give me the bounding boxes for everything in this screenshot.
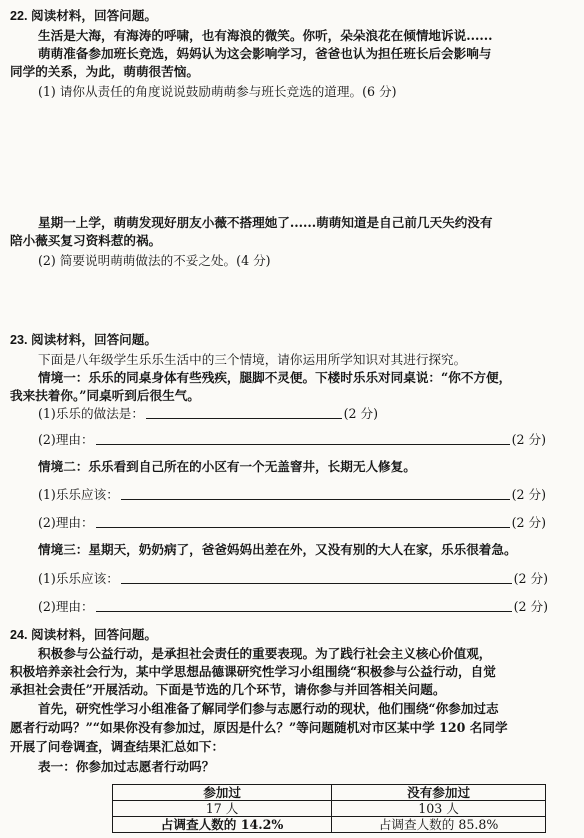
q24-paragraph-1a: 积极参与公益行动，是承担社会责任的重要表现。为了践行社会主义核心价值观， [38, 646, 492, 661]
table-cell: 103 人 [332, 801, 546, 817]
q23-s1-answer-2-row [38, 432, 546, 448]
q23-heading: 23. 阅读材料，回答问题。 [10, 333, 157, 347]
q24-paragraph-2b: 愿者行动吗？”“如果你没有参加过，原因是什么？”等问题随机对市区某中学 120 名同学 [10, 720, 508, 735]
q23-s3-q1-score: (2 分) [513, 571, 548, 586]
q22-paragraph-3b: 陪小薇买复习资料惹的祸。 [10, 233, 162, 248]
q24-paragraph-2c: 开展了问卷调查，调查结果汇总如下： [10, 739, 225, 754]
table-header-cell: 参加过 [113, 785, 332, 801]
q23-s3-answer-1-row [38, 571, 548, 587]
q23-scenario-2-title: 情境二： [38, 459, 89, 474]
table-header-cell: 没有参加过 [332, 785, 546, 801]
q23-s2-q1-blank[interactable] [121, 499, 510, 500]
q23-s3-q2-label: (2)理由： [38, 599, 94, 614]
table-cell: 17 人 [113, 801, 332, 817]
q23-s2-q2-score: (2 分) [511, 515, 546, 530]
q23-s3-answer-2-row [38, 599, 548, 615]
q23-s2-q1-score: (2 分) [511, 487, 546, 502]
q23-scenario-3-text: 星期天，奶奶病了，爸爸妈妈出差在外，又没有别的大人在家，乐乐很着急。 [88, 542, 517, 557]
q23-s2-q1-label: (1)乐乐应该： [38, 487, 119, 502]
q23-s3-q1-label: (1)乐乐应该： [38, 571, 119, 586]
table-row [113, 801, 546, 817]
q23-intro: 下面是八年级学生乐乐生活中的三个情境，请你运用所学知识对其进行探究。 [38, 352, 467, 367]
q24-paragraph-1c: 承担社会责任”开展活动。下面是节选的几个环节，请你参与并回答相关问题。 [10, 682, 446, 697]
q23-s1-q2-label: (2)理由： [38, 432, 94, 447]
table-row [113, 817, 546, 833]
q23-scenario-2-line [38, 459, 416, 475]
table-cell: 占调查人数的 85.8% [332, 817, 546, 833]
q23-s2-answer-1-row [38, 487, 546, 503]
q24-table-title: 表一：你参加过志愿者行动吗？ [38, 759, 215, 774]
q23-scenario-1-title: 情境一： [38, 370, 89, 385]
q24-paragraph-1b: 积极培养亲社会行为，某中学思想品德课研究性学习小组围绕“积极参与公益行动，自觉 [10, 664, 496, 679]
q23-s1-q2-blank[interactable] [96, 444, 510, 445]
q23-s1-q1-blank[interactable] [146, 418, 342, 419]
q23-scenario-3-line [38, 542, 517, 558]
q22-paragraph-3a: 星期一上学，萌萌发现好朋友小薇不搭理她了......萌萌知道是自己前几天失约没有 [38, 215, 493, 230]
q23-scenario-1-line-a [38, 370, 511, 386]
q22-paragraph-1: 生活是大海，有海涛的呼啸，也有海浪的微笑。你听，朵朵浪花在倾情地诉说...... [38, 28, 493, 43]
q22-subquestion-1: (1) 请你从责任的角度说说鼓励萌萌参与班长竞选的道理。(6 分) [38, 84, 397, 99]
q23-scenario-2-text: 乐乐看到自己所在的小区有一个无盖窨井，长期无人修复。 [88, 459, 416, 474]
q23-s3-q1-blank[interactable] [121, 583, 512, 584]
table-cell: 占调查人数的 14.2% [113, 817, 332, 833]
q23-scenario-1-text-b: 我来扶着你。”同桌听到后很生气。 [10, 388, 200, 403]
q23-s1-q1-score: (2 分) [343, 406, 378, 421]
q23-s2-q2-blank[interactable] [96, 527, 510, 528]
q24-heading: 24. 阅读材料，回答问题。 [10, 628, 157, 642]
q23-s1-q2-score: (2 分) [511, 432, 546, 447]
q22-paragraph-2a: 萌萌准备参加班长竞选，妈妈认为这会影响学习，爸爸也认为担任班长后会影响与 [38, 46, 492, 61]
survey-table [112, 784, 546, 833]
q23-s3-q2-blank[interactable] [96, 611, 512, 612]
q22-subquestion-2: (2) 简要说明萌萌做法的不妥之处。(4 分) [38, 253, 271, 268]
q22-heading: 22. 阅读材料，回答问题。 [10, 9, 157, 23]
q23-s3-q2-score: (2 分) [513, 599, 548, 614]
table-row [113, 785, 546, 801]
q23-s1-q1-label: (1)乐乐的做法是： [38, 406, 144, 421]
q24-paragraph-2a: 首先，研究性学习小组准备了解同学们参与志愿行动的现状，他们围绕“你参加过志 [38, 701, 499, 716]
q23-scenario-3-title: 情境三： [38, 542, 89, 557]
q23-s2-answer-2-row [38, 515, 546, 531]
q23-scenario-1-text-a: 乐乐的同桌身体有些残疾，腿脚不灵便。下楼时乐乐对同桌说：“你不方便， [88, 370, 512, 385]
q23-s2-q2-label: (2)理由： [38, 515, 94, 530]
q23-s1-answer-1-row [38, 406, 378, 422]
q22-paragraph-2b: 同学的关系，为此，萌萌很苦恼。 [10, 64, 199, 79]
